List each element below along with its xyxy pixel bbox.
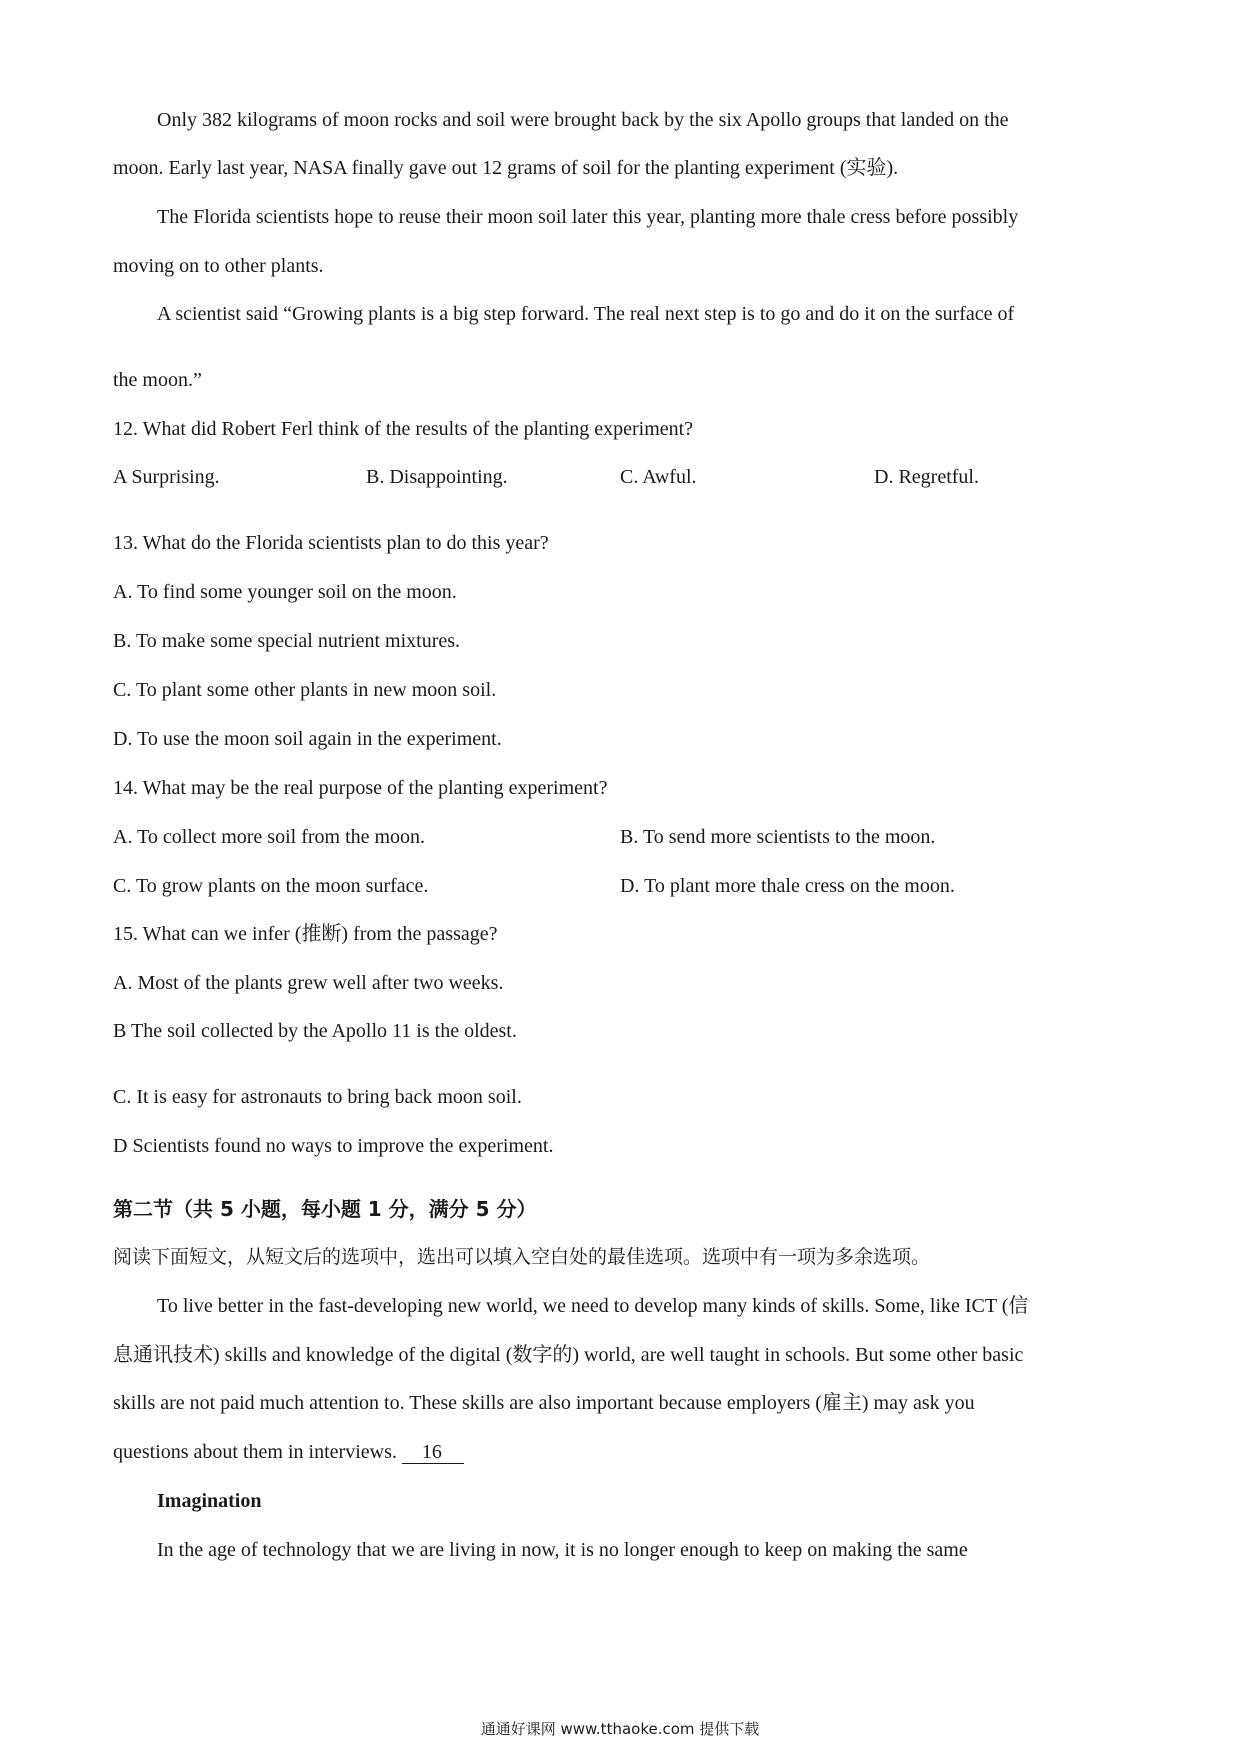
question-13-option-a: A. To find some younger soil on the moon. — [113, 581, 457, 603]
question-13-option-b: B. To make some special nutrient mixtures. — [113, 630, 461, 652]
question-13-stem: 13. What do the Florida scientists plan to do this year? — [113, 532, 549, 554]
question-14-option-d: D. To plant more thale cress on the moon. — [620, 875, 955, 897]
section-2-passage-line-3: skills are not paid much attention to. These skills are also important because employers (雇主) may ask you — [113, 1392, 975, 1414]
question-14-option-a: A. To collect more soil from the moon. — [113, 826, 426, 848]
question-12-option-d: D. Regretful. — [874, 466, 979, 488]
section-2-passage-line-5: In the age of technology that we are living in now, it is no longer enough to keep on making the same — [157, 1539, 968, 1561]
answer-blank-16: 16 — [402, 1442, 464, 1464]
question-12-option-b: B. Disappointing. — [366, 466, 508, 488]
passage-paragraph-2-line-2: moving on to other plants. — [113, 255, 324, 277]
question-14-option-c: C. To grow plants on the moon surface. — [113, 875, 429, 897]
section-2-passage-line-4-text: questions about them in interviews. — [113, 1441, 397, 1463]
question-12-option-c: C. Awful. — [620, 466, 697, 488]
page-footer-watermark: 通通好课网 www.tthaoke.com 提供下载 — [480, 1720, 760, 1738]
section-2-passage-line-2: 息通讯技术) skills and knowledge of the digital (数字的) world, are well taught in schools. But some other basic — [113, 1344, 1024, 1366]
passage-paragraph-1-line-2: moon. Early last year, NASA finally gave out 12 grams of soil for the planting experiment (实验). — [113, 157, 899, 179]
question-15-option-c: C. It is easy for astronauts to bring back moon soil. — [113, 1086, 522, 1108]
passage-paragraph-3-line-2: the moon.” — [113, 369, 202, 391]
passage-paragraph-3-line-1: A scientist said “Growing plants is a big step forward. The real next step is to go and do it on the surface of — [157, 303, 1015, 325]
passage-paragraph-2-line-1: The Florida scientists hope to reuse their moon soil later this year, planting more thale cress before possibly — [157, 206, 1019, 228]
question-13-option-d: D. To use the moon soil again in the experiment. — [113, 728, 502, 750]
question-12-option-a: A Surprising. — [113, 466, 220, 488]
passage-paragraph-1-line-1: Only 382 kilograms of moon rocks and soil were brought back by the six Apollo groups that landed on the — [157, 109, 1009, 131]
question-12-stem: 12. What did Robert Ferl think of the results of the planting experiment? — [113, 418, 694, 440]
question-15-option-a: A. Most of the plants grew well after two weeks. — [113, 972, 504, 994]
section-2-passage-line-1: To live better in the fast-developing new world, we need to develop many kinds of skills. Some, like ICT (信 — [157, 1295, 1029, 1317]
question-14-option-b: B. To send more scientists to the moon. — [620, 826, 936, 848]
question-15-option-d: D Scientists found no ways to improve the experiment. — [113, 1135, 554, 1157]
question-15-option-b: B The soil collected by the Apollo 11 is the oldest. — [113, 1020, 517, 1042]
section-2-heading: 第二节（共 5 小题，每小题 1 分，满分 5 分） — [113, 1197, 537, 1221]
question-15-stem: 15. What can we infer (推断) from the passage? — [113, 923, 498, 945]
section-2-subheading-imagination: Imagination — [157, 1490, 262, 1512]
question-14-stem: 14. What may be the real purpose of the planting experiment? — [113, 777, 608, 799]
section-2-passage-line-4 — [113, 1442, 464, 1464]
section-2-instruction: 阅读下面短文，从短文后的选项中，选出可以填入空白处的最佳选项。选项中有一项为多余选项。 — [113, 1246, 931, 1268]
question-13-option-c: C. To plant some other plants in new moon soil. — [113, 679, 497, 701]
